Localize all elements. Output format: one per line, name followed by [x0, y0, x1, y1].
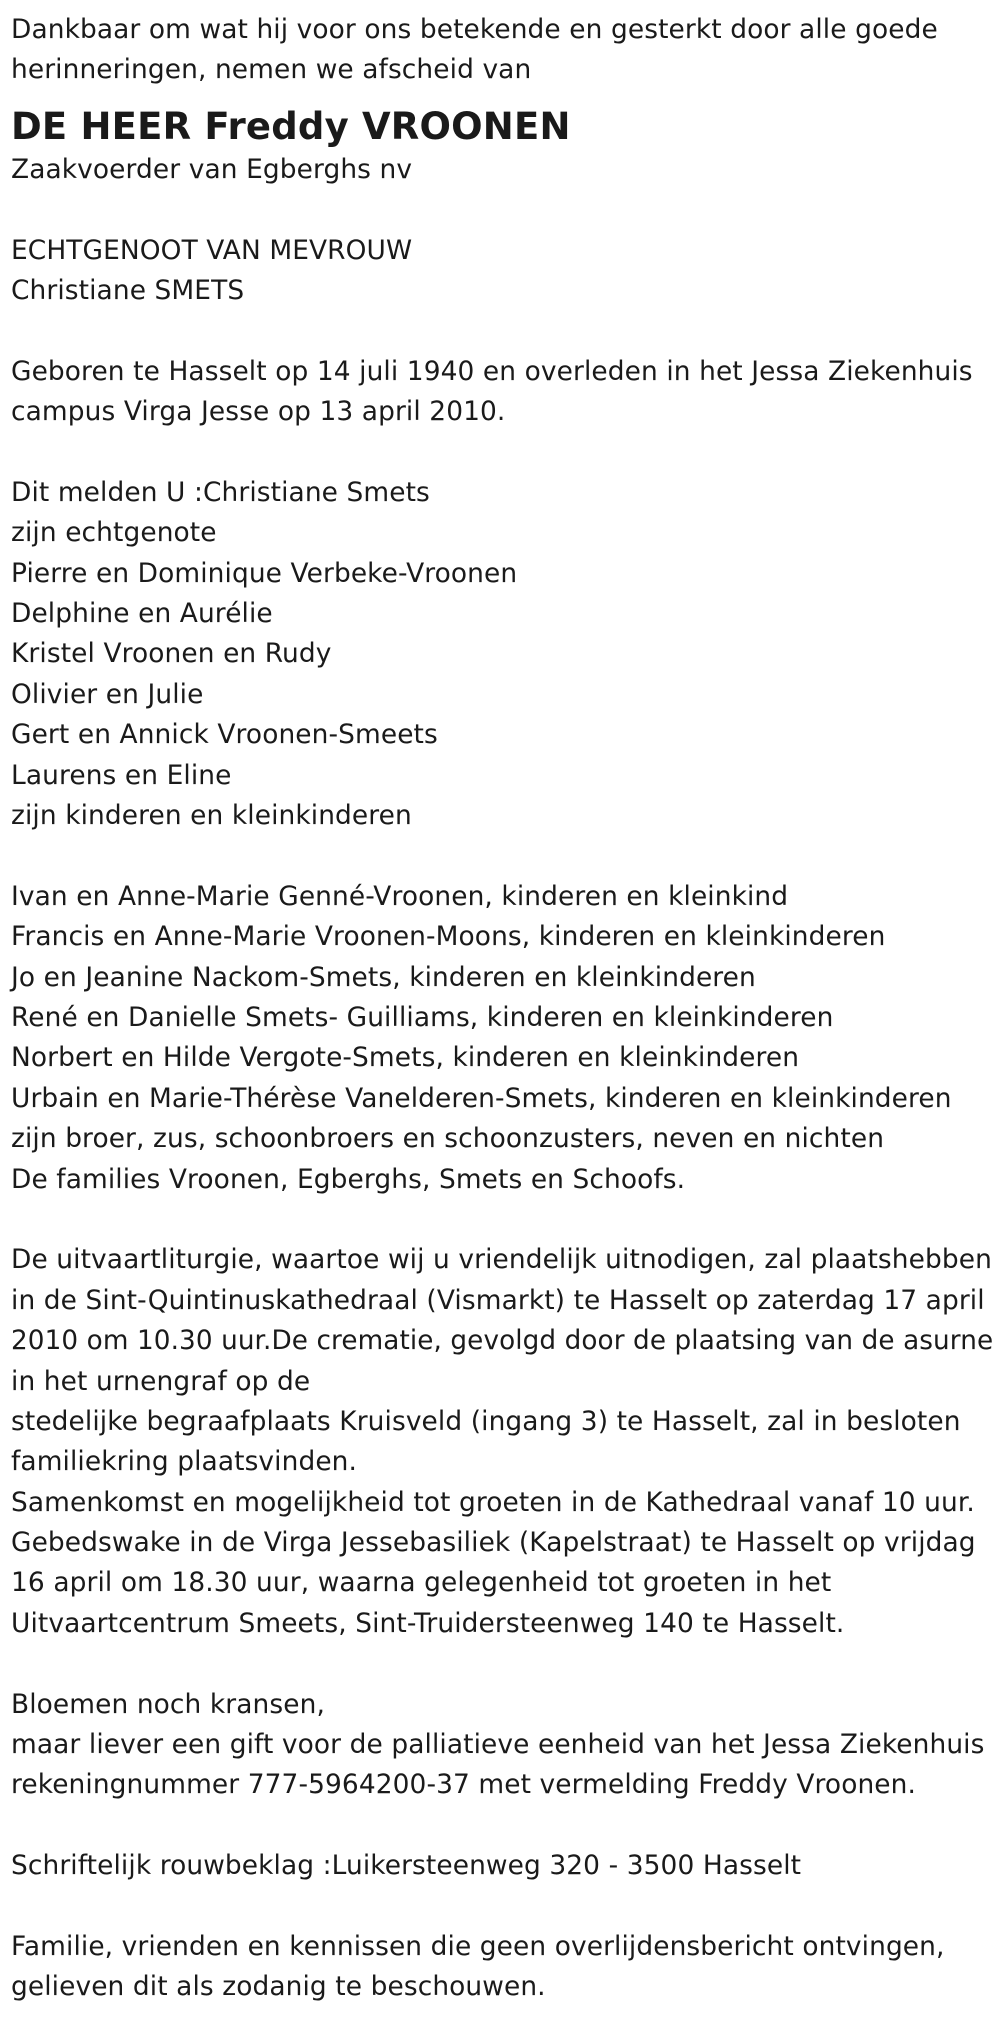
relatives-list: [11, 877, 996, 1200]
flowers-line: Bloemen noch kransen,: [11, 1688, 325, 1720]
funeral-line: Uitvaartcentrum Smeets, Sint-Truidersteenweg 140 te Hasselt.: [11, 1607, 845, 1639]
funeral-line: in de Sint-Quintinuskathedraal (Vismarkt) te Hasselt op zaterdag 17 april: [11, 1284, 985, 1316]
relative-line: Ivan en Anne-Marie Genné-Vroonen, kinderen en kleinkind: [11, 880, 789, 912]
obituary-document: [11, 10, 996, 2008]
deceased-name: DE HEER Freddy VROONEN: [11, 104, 571, 148]
funeral-paragraph: [11, 1240, 996, 1644]
relative-line: Norbert en Hilde Vergote-Smets, kinderen en kleinkinderen: [11, 1042, 800, 1074]
announcer-line: Delphine en Aurélie: [11, 598, 273, 630]
closing-line: gelieven dit als zodanig te beschouwen.: [11, 1971, 546, 2003]
funeral-line: stedelijke begraafplaats Kruisveld (ingang 3) te Hasselt, zal in besloten: [11, 1405, 961, 1437]
spacer: [11, 1644, 996, 1684]
funeral-line: in het urnengraf op de: [11, 1365, 311, 1397]
condolence-address: Schriftelijk rouwbeklag :Luikersteenweg 320 - 3500 Hasselt: [11, 1850, 802, 1882]
funeral-line: 2010 om 10.30 uur.De crematie, gevolgd door de plaatsing van de asurne: [11, 1325, 994, 1357]
spacer: [11, 1887, 996, 1927]
relative-line: Jo en Jeanine Nackom-Smets, kinderen en kleinkinderen: [11, 961, 756, 993]
announcer-line: Pierre en Dominique Verbeke-Vroonen: [11, 557, 518, 589]
announcer-line: zijn kinderen en kleinkinderen: [11, 800, 412, 832]
relative-line: Francis en Anne-Marie Vroonen-Moons, kinderen en kleinkinderen: [11, 921, 886, 953]
intro-line: Dankbaar om wat hij voor ons betekende en gesterkt door alle goede: [11, 14, 938, 45]
relative-line: René en Danielle Smets- Guilliams, kinderen en kleinkinderen: [11, 1001, 834, 1033]
closing-paragraph: [11, 1927, 996, 2008]
spacer: [11, 311, 996, 351]
announcer-line: Dit melden U :Christiane Smets: [11, 476, 430, 508]
spacer: [11, 190, 996, 230]
flowers-line: rekeningnummer 777-5964200-37 met vermelding Freddy Vroonen.: [11, 1769, 917, 1801]
deceased-title: Zaakvoerder van Egberghs nv: [11, 153, 413, 185]
announcer-line: Kristel Vroonen en Rudy: [11, 638, 332, 670]
spouse-block: [11, 231, 996, 312]
flowers-line: maar liever een gift voor de palliatieve eenheid van het Jessa Ziekenhuis: [11, 1729, 985, 1761]
announcer-line: Gert en Annick Vroonen-Smeets: [11, 719, 438, 751]
spacer: [11, 1200, 996, 1240]
funeral-line: Gebedswake in de Virga Jessebasiliek (Kapelstraat) te Hasselt op vrijdag: [11, 1527, 976, 1559]
funeral-line: familiekring plaatsvinden.: [11, 1446, 358, 1478]
closing-line: Familie, vrienden en kennissen die geen overlijdensbericht ontvingen,: [11, 1930, 945, 1962]
relative-line: zijn broer, zus, schoonbroers en schoonzusters, neven en nichten: [11, 1123, 885, 1155]
announcer-line: Laurens en Eline: [11, 759, 232, 791]
birth-death-line: campus Virga Jesse op 13 april 2010.: [11, 396, 506, 428]
spacer: [11, 1806, 996, 1846]
spouse-line: ECHTGENOOT VAN MEVROUW: [11, 234, 413, 266]
announcers-list: [11, 473, 996, 837]
announcer-line: Olivier en Julie: [11, 678, 204, 710]
birth-death-line: Geboren te Hasselt op 14 juli 1940 en overleden in het Jessa Ziekenhuis: [11, 355, 973, 387]
flowers-paragraph: [11, 1685, 996, 1806]
announcer-line: zijn echtgenote: [11, 517, 217, 549]
birth-death-paragraph: [11, 352, 996, 433]
relative-line: Urbain en Marie-Thérèse Vanelderen-Smets, kinderen en kleinkinderen: [11, 1082, 952, 1114]
funeral-line: 16 april om 18.30 uur, waarna gelegenheid tot groeten in het: [11, 1567, 832, 1599]
funeral-line: Samenkomst en mogelijkheid tot groeten in de Kathedraal vanaf 10 uur.: [11, 1486, 975, 1518]
spacer: [11, 433, 996, 473]
spouse-line: Christiane SMETS: [11, 274, 245, 306]
intro-paragraph: [11, 10, 996, 91]
funeral-line: De uitvaartliturgie, waartoe wij u vriendelijk uitnodigen, zal plaatshebben: [11, 1244, 992, 1276]
intro-line: herinneringen, nemen we afscheid van: [11, 54, 532, 86]
relative-line: De families Vroonen, Egberghs, Smets en Schoofs.: [11, 1163, 686, 1195]
spacer: [11, 836, 996, 876]
